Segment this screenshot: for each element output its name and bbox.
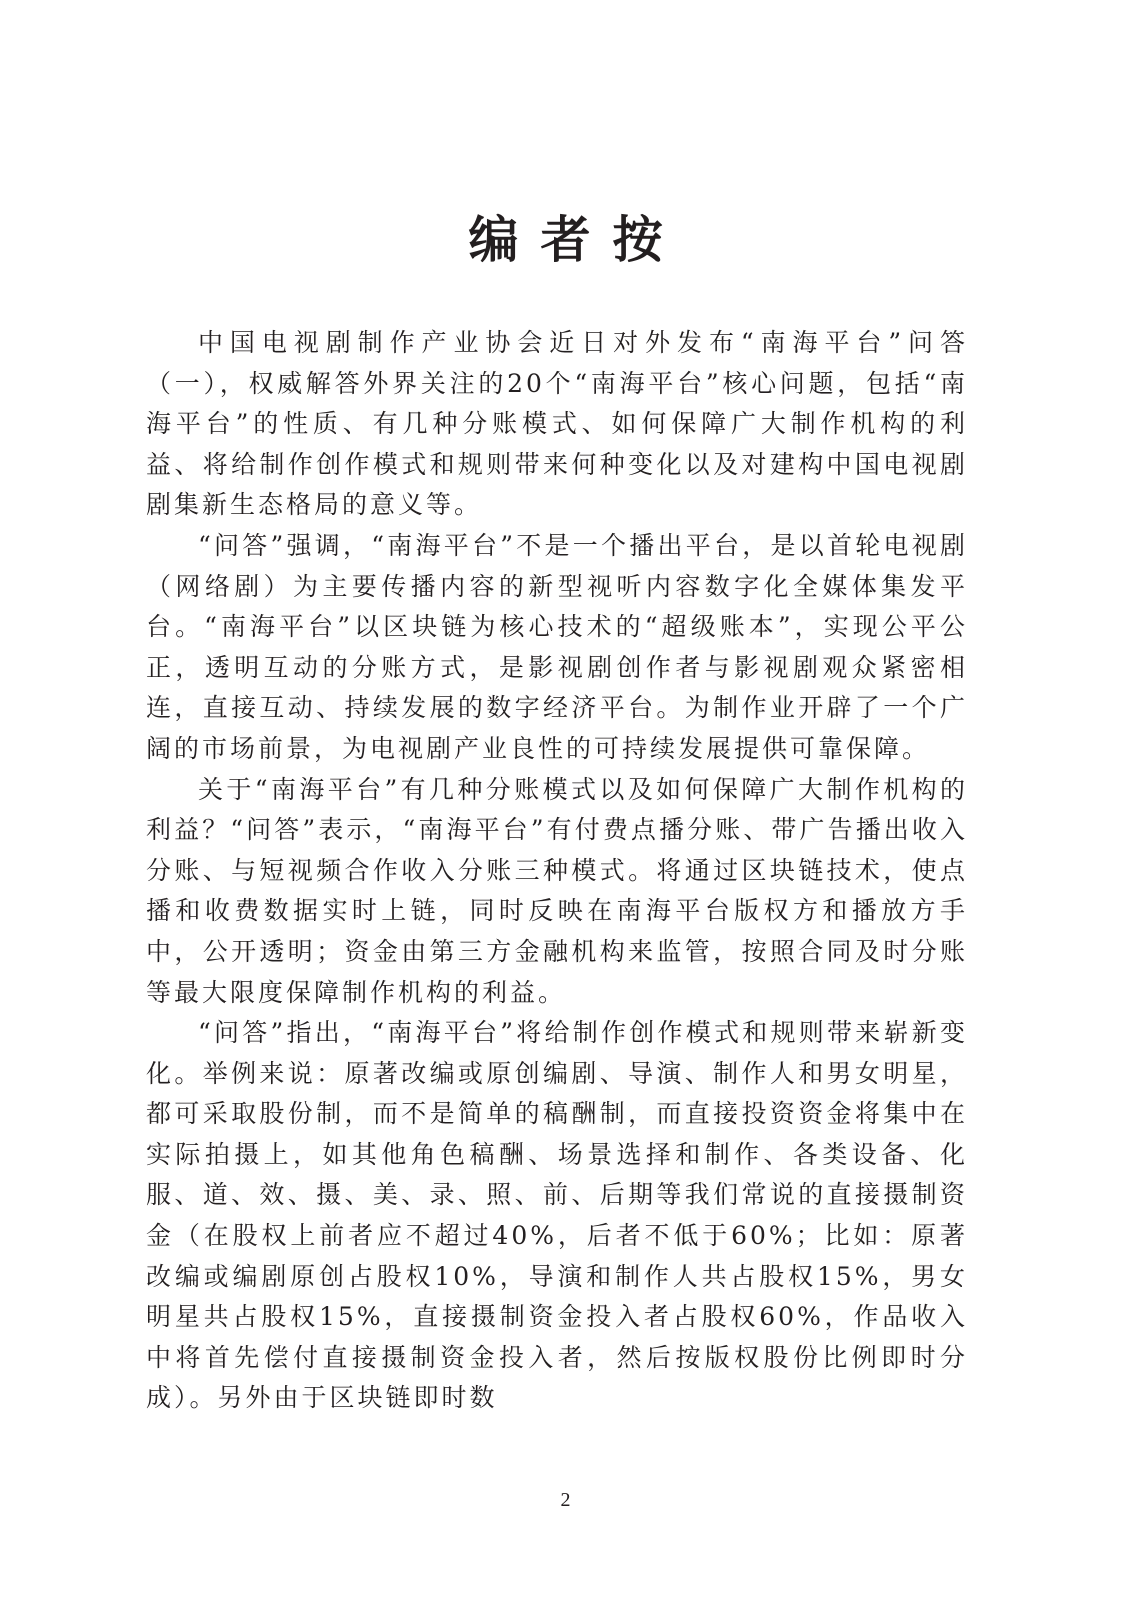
paragraph-2: “问答”强调，“南海平台”不是一个播出平台，是以首轮电视剧（网络剧）为主要传播内容的新型视听内容数字化全媒体集发平台。“南海平台”以区块链为核心技术的“超级账本”，实现公平公正，透明互动的分账方式，是影视剧创作者与影视剧观众紧密相连，直接互动、持续发展的数字经济平台。为制作业开辟了一个广阔的市场前景，为电视剧产业良性的可持续发展提供可靠保障。 <box>146 530 968 763</box>
page-number: 2 <box>560 1489 571 1511</box>
paragraph-3: 关于“南海平台”有几种分账模式以及如何保障广大制作机构的利益？“问答”表示，“南海平台”有付费点播分账、带广告播出收入分账、与短视频合作收入分账三种模式。将通过区块链技术，使点播和收费数据实时上链，同时反映在南海平台版权方和播放方手中，公开透明；资金由第三方金融机构来监管，按照合同及时分账等最大限度保障制作机构的利益。 <box>146 774 968 1007</box>
article-body <box>146 323 968 1419</box>
paragraph-1: 中国电视剧制作产业协会近日对外发布“南海平台”问答（一），权威解答外界关注的20个“南海平台”核心问题，包括“南海平台”的性质、有几种分账模式、如何保障广大制作机构的利益、将给制作创作模式和规则带来何种变化以及对建构中国电视剧剧集新生态格局的意义等。 <box>146 328 968 520</box>
page-title: 编者按 <box>468 209 685 269</box>
paragraph-4: “问答”指出，“南海平台”将给制作创作模式和规则带来崭新变化。举例来说：原著改编或原创编剧、导演、制作人和男女明星，都可采取股份制，而不是简单的稿酬制，而直接投资资金将集中在实际拍摄上，如其他角色稿酬、场景选择和制作、各类设备、化服、道、效、摄、美、录、照、前、后期等我们常说的直接摄制资金（在股权上前者应不超过40%，后者不低于60%；比如：原著改编或编剧原创占股权10%，导演和制作人共占股权15%，男女明星共占股权15%，直接摄制资金投入者占股权60%，作品收入中将首先偿付直接摄制资金投入者，然后按版权股份比例即时分成）。另外由于区块链即时数 <box>146 1018 968 1413</box>
